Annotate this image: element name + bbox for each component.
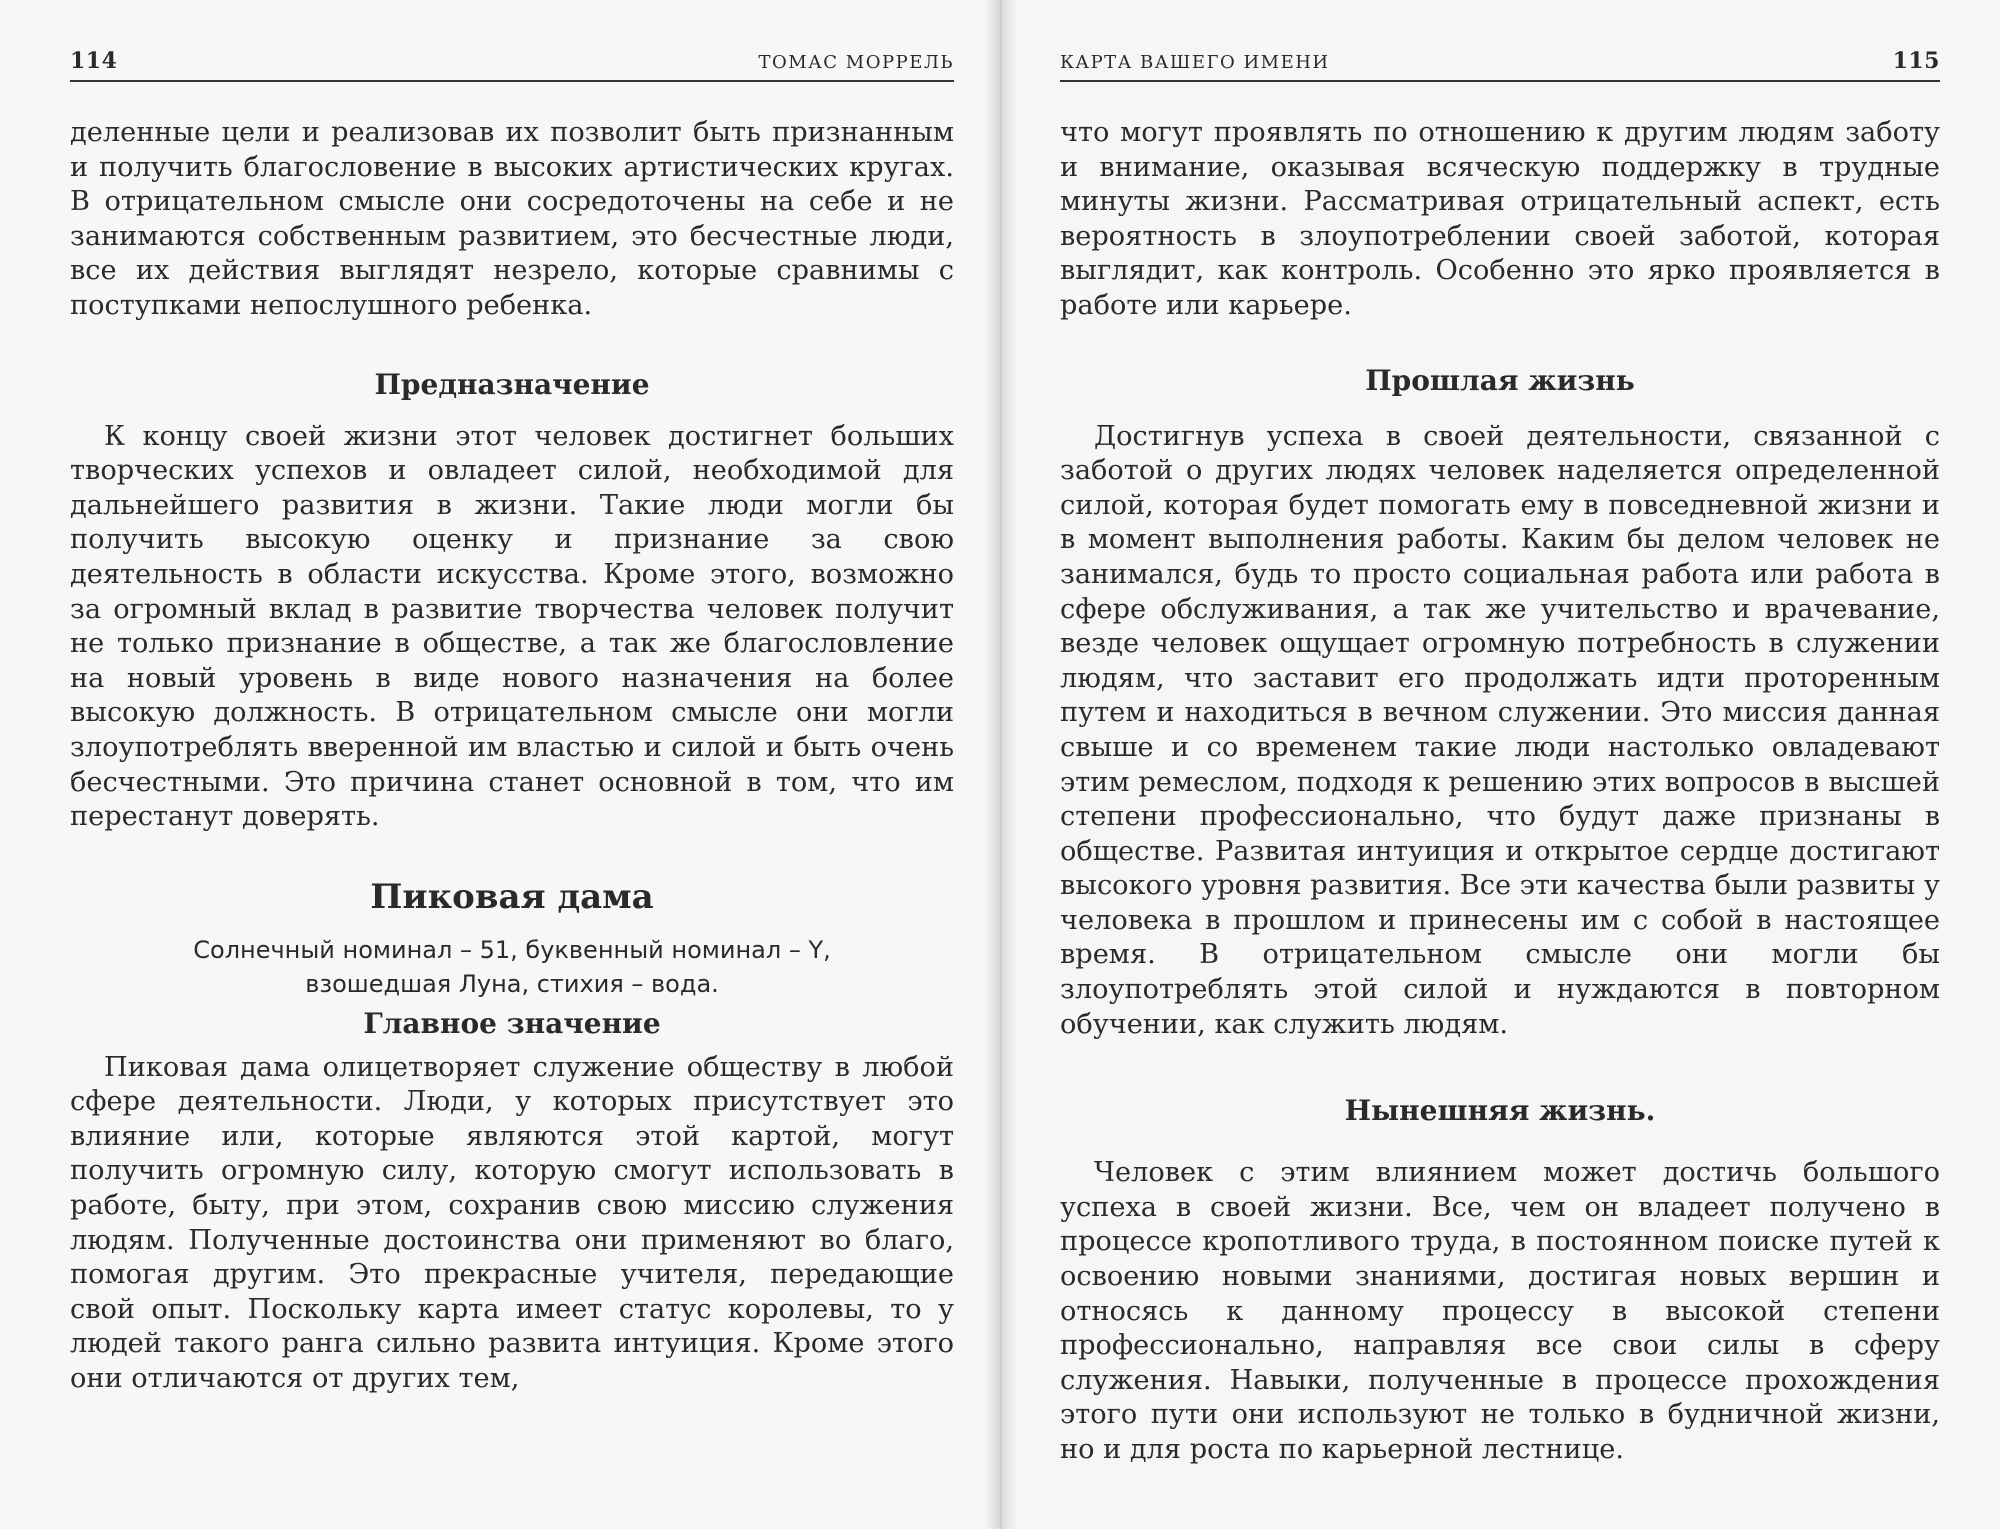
page-number: 115 [1892, 48, 1940, 74]
heading-main-meaning: Главное значение [363, 1006, 661, 1040]
heading-past-life: Прошлая жизнь [1365, 363, 1635, 397]
paragraph-purpose: К концу своей жизни этот человек достигнет больших творческих успехов и овладеет силой, необходимой для дальнейшего развития в жизни. Такие люди могли бы получить высокую оценку и признание за свою деятельность в области искусства. Кроме этого, возможно за огромный вклад в развитие творчества человек получит не только признание в обществе, а так же благословление на новый уровень в виде нового назначения на более высокую должность. В отрицательном смысле они могли злоупотреблять вверенной им властью и силой и быть очень бесчестными. Это причина станет основной в том, что им перестанут доверять. [70, 420, 954, 833]
heading-purpose: Предназначение [374, 367, 650, 401]
paragraph-main-meaning: Пиковая дама олицетворяет служение обществу в любой сфере деятельности. Люди, у которых присутствует это влияние или, которые являются этой картой, могут получить огромную силу, которую смогут использовать в работе, быту, при этом, сохранив свою миссию служения людям. Полученные достоинства они применяют во благо, помогая другим. Это прекрасные учителя, передающие свой опыт. Поскольку карта имеет статус королевы, то у людей такого ранга сильно развита интуиция. Кроме этого они отличаются от других тем, [70, 1051, 954, 1395]
card-meta-line-2: взошедшая Луна, стихия – вода. [305, 969, 719, 998]
book-gutter-shadow [984, 0, 1018, 1529]
heading-present-life: Нынешняя жизнь. [1344, 1094, 1656, 1128]
page-number: 114 [70, 48, 118, 74]
left-running-head [70, 48, 954, 82]
running-title: КАРТА ВАШЕГО ИМЕНИ [1060, 52, 1330, 73]
paragraph-intro: деленные цели и реализовав их позволит быть признанным и получить благословение в высоких артистических кругах. В отрицательном смысле они сосредоточены на себе и не занимаются собственным развитием, это бесчестные люди, все их действия выглядят незрело, которые сравнимы с поступками непослушного ребенка. [70, 117, 954, 321]
paragraph-intro: что могут проявлять по отношению к другим людям заботу и внимание, оказывая всяческую поддержку в трудные минуты жизни. Рассматривая отрицательный аспект, есть вероятность в злоупотреблении своей заботой, которая выглядит, как контроль. Особенно это ярко проявляется в работе или карьере. [1060, 117, 1940, 321]
paragraph-past-life: Достигнув успеха в своей деятельности, связанной с заботой о других людях человек наделяется определенной силой, которая будет помогать ему в повседневной жизни и в момент выполнения работы. Каким бы делом человек не занимался, будь то просто социальная работа или работа в сфере обслуживания, а так же учительство и врачевание, везде человек ощущает огромную потребность в служении людям, что заставит его продолжать идти проторенным путем и находиться в вечном служении. Это миссия данная свыше и со временем такие люди настолько овладевают этим ремеслом, подходя к решению этих вопросов в высшей степени профессионально, что будут даже признаны в обществе. Развитая интуиция и открытое сердце достигают высокого уровня развития. Все эти качества были развиты у человека в прошлом и принесены им с собой в настоящее время. В отрицательном смысле они могли бы злоупотреблять этой силой и нуждаются в повторном обучении, как служить людям. [1060, 420, 1940, 1040]
right-page [1000, 0, 2000, 1529]
running-title: ТОМАС МОРРЕЛЬ [758, 52, 954, 73]
card-title: Пиковая дама [370, 876, 654, 917]
card-meta-line-1: Солнечный номинал – 51, буквенный номинал – Y, [193, 935, 831, 964]
paragraph-present-life: Человек с этим влиянием может достичь большого успеха в своей жизни. Все, чем он владеет получено в процессе кропотливого труда, в постоянном поиске путей к освоению новыми знаниями, достигая новых вершин и относясь к данному процессу в высокой степени профессионально, направляя все свои силы в сферу служения. Навыки, полученные в процессе прохождения этого пути они используют не только в будничной жизни, но и для роста по карьерной лестнице. [1060, 1157, 1940, 1465]
right-running-head [1060, 48, 1940, 82]
